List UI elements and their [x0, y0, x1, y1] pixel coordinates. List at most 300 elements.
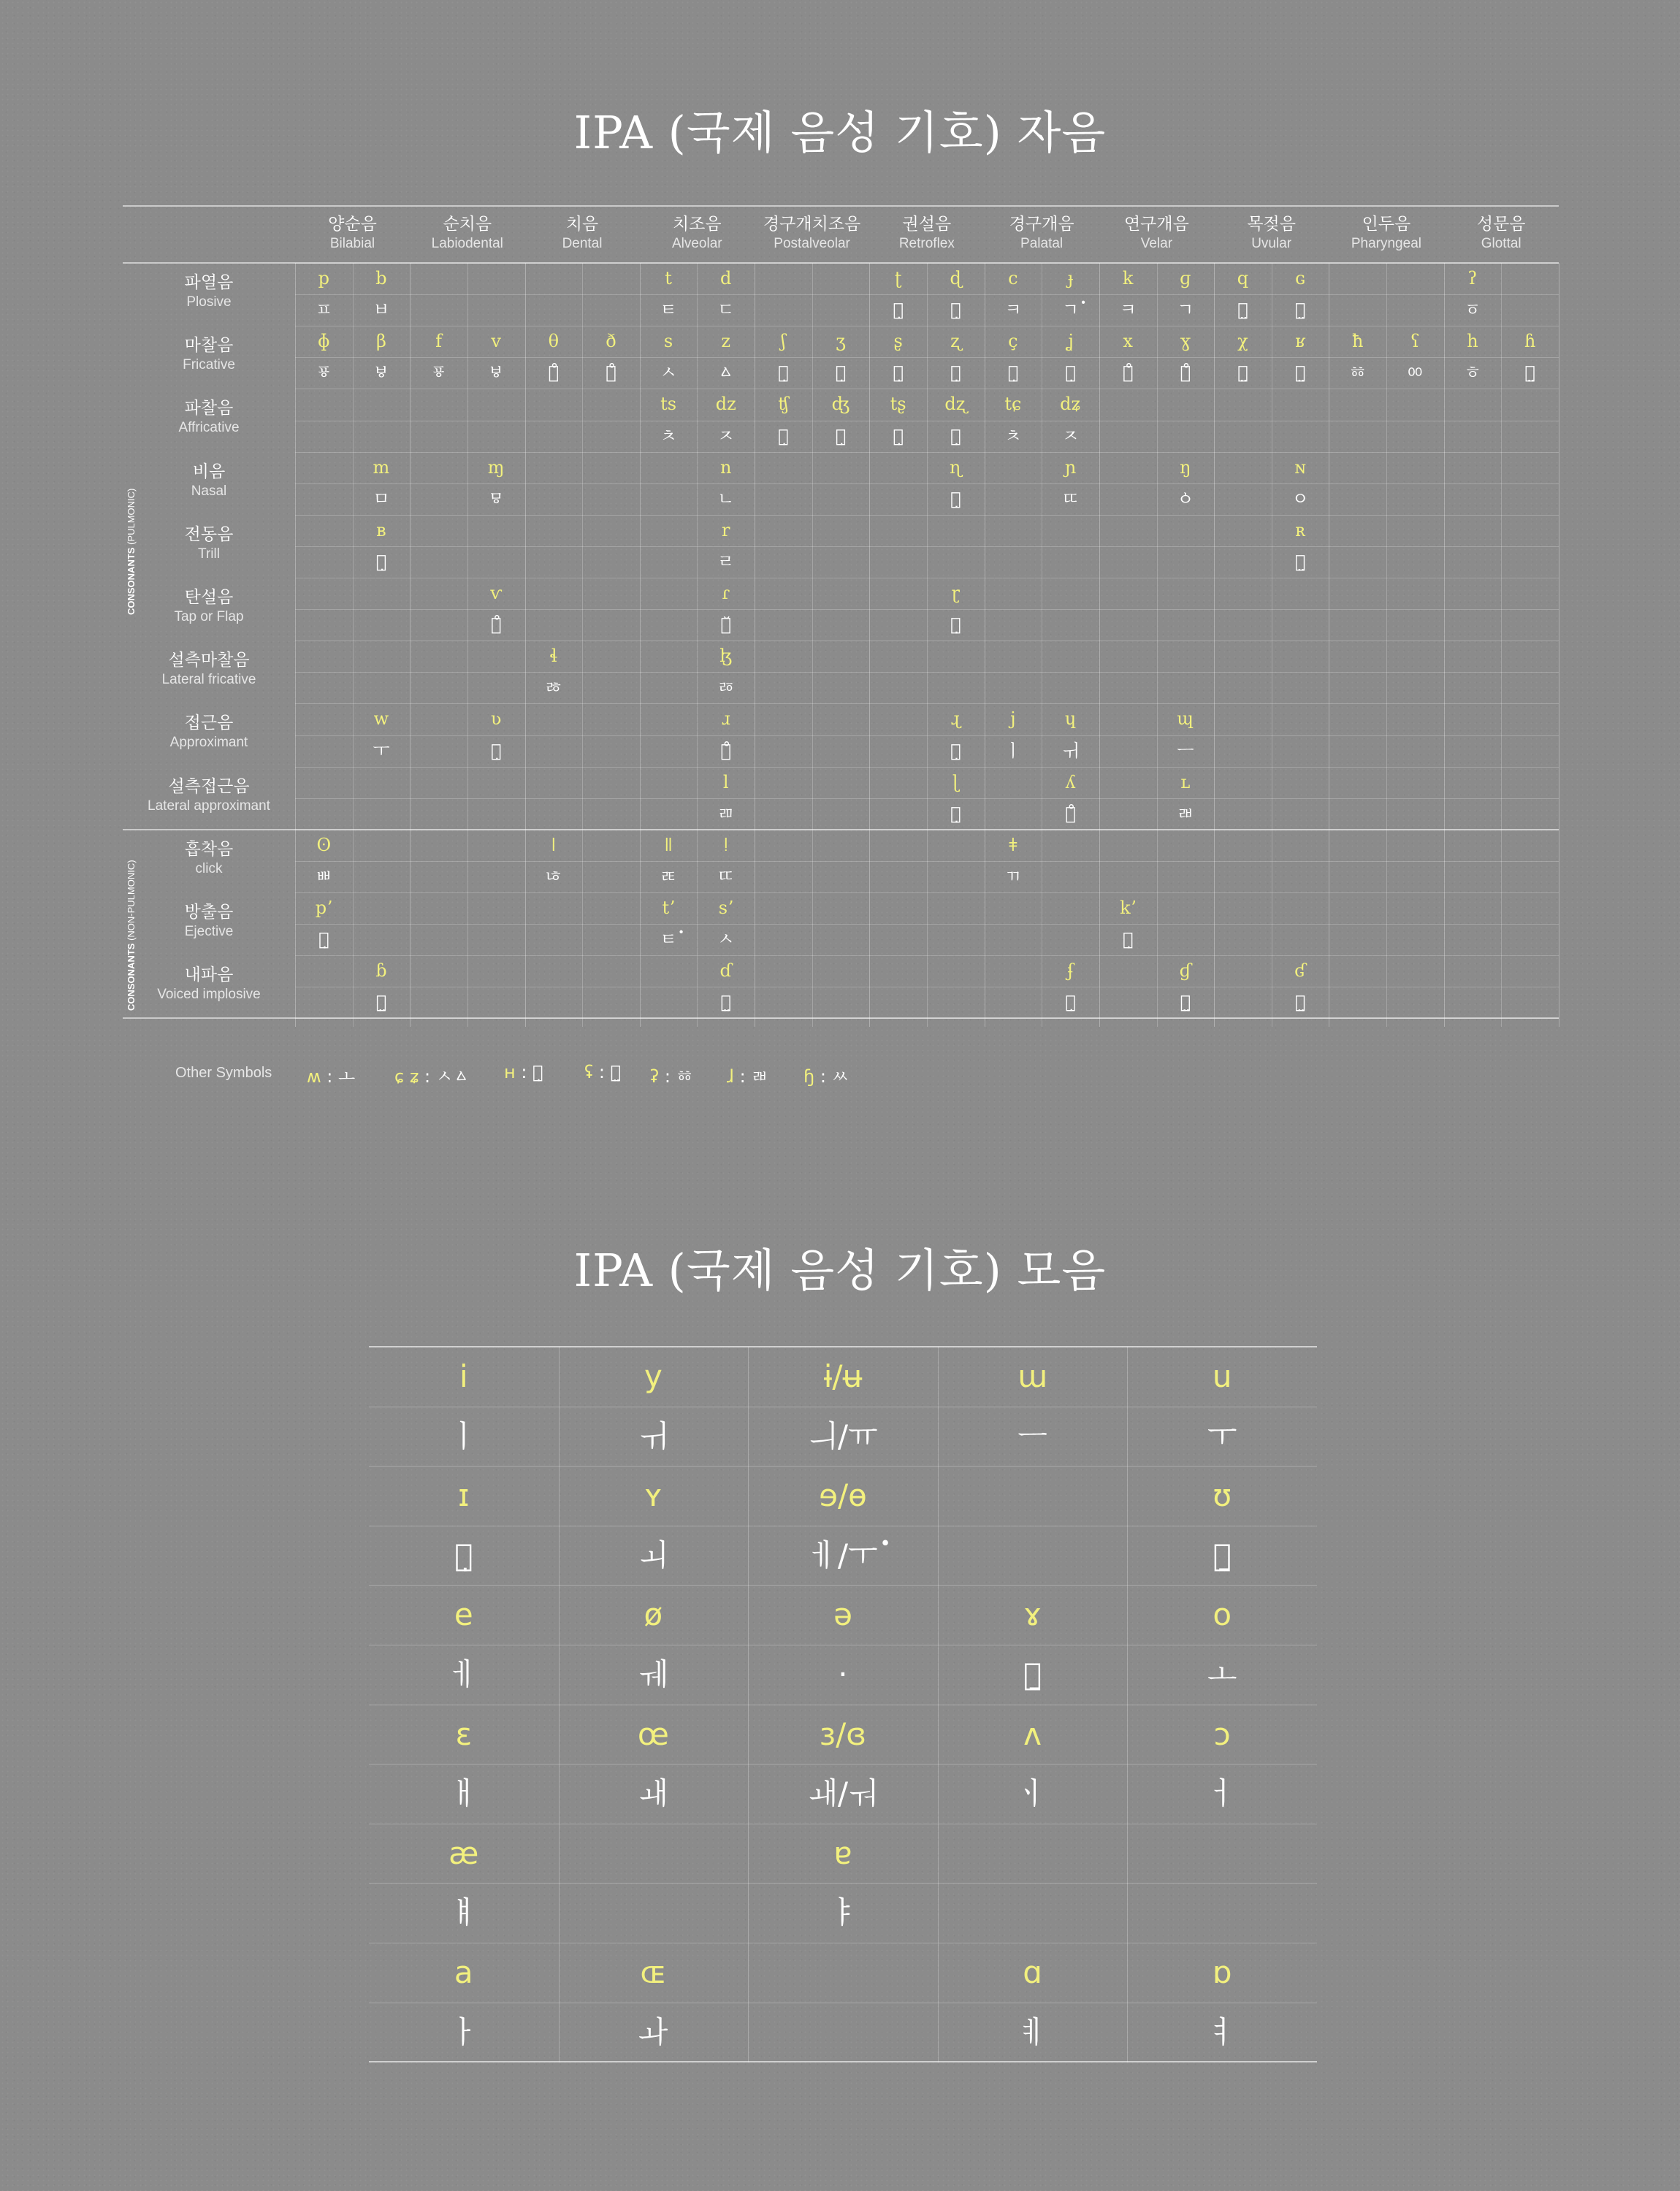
hangul-symbol: ㅇ: [1291, 488, 1309, 509]
column-header-ko: 인두음: [1362, 215, 1411, 234]
hangul-symbol: ㄷ̊: [606, 362, 616, 383]
hangul-symbol: ㅃ̤: [375, 992, 387, 1013]
ipa-symbol: ɳ: [949, 456, 962, 478]
ipa-symbol: h: [1467, 331, 1478, 352]
ipa-symbol: ǀ: [551, 834, 557, 855]
row-header: [123, 955, 295, 1018]
hangul-symbol: ㄴ: [717, 488, 735, 509]
row-header-ko: 설측접근음: [168, 776, 250, 796]
column-header: [295, 213, 410, 253]
row-header-en: Ejective: [184, 924, 234, 939]
ipa-symbol: k: [1122, 268, 1134, 288]
vowel-ipa: ɨ/ʉ: [823, 1358, 863, 1394]
grid-line: [295, 546, 1559, 547]
other-symbol-hangul: ㅎ̤: [610, 1062, 621, 1082]
vowel-ipa: ɜ/ɞ: [819, 1716, 867, 1752]
row-header-ko: 설측마찰음: [168, 651, 250, 670]
hangul-symbol: ㄹ: [717, 551, 735, 572]
column-header: [869, 213, 984, 253]
pulmonic-side-label: [126, 489, 137, 615]
ipa-symbol: c: [1008, 268, 1018, 288]
ipa-symbol: ɮ: [719, 646, 733, 667]
ipa-symbol: ʐ: [950, 331, 961, 352]
hangul-symbol: ㄹ̣: [950, 740, 961, 761]
column-header-en: Retroflex: [898, 236, 955, 251]
other-symbol-sep: :: [593, 1062, 611, 1082]
ipa-symbol: ɱ: [487, 456, 505, 478]
ipa-symbol: r: [721, 519, 730, 540]
column-header-en: Dental: [562, 236, 603, 251]
row-header-en: click: [195, 860, 223, 876]
ipa-symbol: w: [373, 708, 389, 730]
other-symbol-item: [584, 1062, 621, 1082]
vowel-hangul: ㅔ: [448, 1656, 479, 1692]
other-symbol-ipa: ʢ: [584, 1062, 594, 1082]
column-header: [1214, 213, 1329, 253]
vowel-ipa: ʊ: [1213, 1477, 1232, 1514]
ipa-symbol: ç: [1008, 331, 1018, 352]
vowel-hangul: ㅒ: [448, 1894, 479, 1931]
hangul-symbol: ㅅ̣: [778, 362, 789, 383]
other-symbol-ipa: ʍ: [307, 1066, 321, 1087]
column-header: [1444, 213, 1559, 253]
vowel-hangul: ㅣ̣: [454, 1537, 473, 1573]
row-header-en: Lateral fricative: [161, 672, 256, 688]
row-header-en: Nasal: [191, 483, 227, 499]
column-header-en: Labiodental: [431, 236, 503, 251]
chart-rule: [123, 1017, 1559, 1019]
vowel-ipa: ʌ: [1023, 1716, 1042, 1752]
other-symbol-item: [727, 1062, 768, 1087]
vowel-hangul: ㅗ: [1207, 1656, 1237, 1692]
hangul-symbol: ㄱ̇: [1061, 299, 1080, 321]
vowel-hangul: ㅕ: [1207, 2014, 1237, 2050]
ipa-symbol: q: [1237, 268, 1249, 288]
consonant-chart: [123, 206, 1559, 1027]
chart-rule: [123, 205, 1559, 207]
vowel-hangul: ㅚ: [638, 1537, 668, 1573]
hangul-symbol: ㅌ̣: [893, 299, 904, 321]
row-header-en: Affricative: [178, 420, 240, 436]
hangul-symbol: ㄷ: [717, 299, 735, 321]
ipa-symbol: ɲ: [1064, 456, 1077, 478]
other-symbol-sep: :: [733, 1066, 752, 1087]
ipa-symbol: ɥ: [1064, 708, 1077, 730]
hangul-symbol: ㅿ̣: [950, 362, 961, 383]
row-header-ko: 탄설음: [184, 588, 234, 607]
column-header-ko: 성문음: [1476, 215, 1526, 234]
hangul-symbol: ㆀ: [1406, 362, 1424, 383]
row-header: [123, 326, 295, 389]
ipa-symbol: ɡ: [1180, 268, 1191, 288]
grid-line: [295, 515, 1559, 516]
ipa-symbol: ʈ: [894, 268, 902, 288]
hangul-symbol: ㅍ̣: [318, 929, 329, 950]
vowel-hangul: ㆎ: [1017, 1775, 1047, 1812]
ipa-symbol: x: [1123, 331, 1133, 352]
ipa-symbol: ɾ: [722, 583, 730, 603]
ipa-symbol: ɰ: [1177, 708, 1194, 730]
vowel-hangul: ㅟ: [638, 1418, 668, 1454]
other-symbol-sep: :: [659, 1066, 676, 1087]
other-symbol-hangul: ㅗ: [337, 1066, 356, 1087]
other-symbol-item: [394, 1062, 470, 1087]
hangul-symbol: ㄹ̣: [950, 614, 961, 635]
ipa-symbol: ǃ: [723, 834, 729, 855]
ipa-symbol: ʄ: [1067, 960, 1074, 982]
consonant-grid: [295, 263, 1559, 1027]
other-symbol-item: [307, 1062, 355, 1087]
hangul-symbol: ㅅ: [660, 362, 677, 383]
row-header-ko: 비음: [192, 462, 226, 481]
ipa-symbol: p: [318, 268, 329, 288]
row-header-en: Trill: [198, 546, 220, 562]
hangul-symbol: ㅊ̣: [778, 425, 789, 446]
grid-line: [295, 955, 1559, 956]
hangul-symbol: ㄸ: [717, 865, 735, 887]
row-header-en: Plosive: [186, 294, 232, 310]
other-symbol-sep: :: [515, 1062, 533, 1082]
ipa-symbol: t: [665, 268, 672, 288]
vowel-hangul: ㅘ: [638, 2014, 668, 2050]
ipa-symbol: f: [435, 331, 442, 352]
row-header-ko: 전동음: [184, 524, 234, 544]
ipa-symbol: ⱱ: [490, 583, 503, 603]
column-header-en: Uvular: [1251, 236, 1292, 251]
ipa-symbol: ŋ: [1180, 456, 1191, 478]
vowel-ipa: o: [1213, 1597, 1232, 1633]
grid-line: [295, 672, 1559, 673]
ipa-symbol: j: [1010, 708, 1016, 730]
ipa-symbol: ʀ: [1295, 519, 1306, 540]
vowel-ipa: u: [1212, 1358, 1232, 1394]
row-header: [123, 703, 295, 766]
hangul-symbol: ㅿ: [717, 362, 735, 383]
other-symbol-ipa: ʡ: [650, 1066, 660, 1087]
ipa-symbol: ɹ: [721, 708, 730, 730]
hangul-symbol: ㄻ: [717, 803, 735, 824]
hangul-symbol: ㅱ̊: [490, 614, 502, 635]
ipa-symbol: ʟ: [1180, 771, 1191, 792]
ipa-symbol: ɢ: [1295, 268, 1306, 288]
hangul-symbol: ㅸ̣: [375, 551, 387, 572]
hangul-symbol: ㅜ: [373, 740, 390, 761]
other-symbol-ipa: ɕ ʑ: [394, 1066, 419, 1087]
other-symbol-sep: :: [419, 1066, 436, 1087]
vowel-ipa: y: [644, 1358, 663, 1394]
hangul-symbol: ㄴ̣: [950, 488, 961, 509]
column-header-ko: 순치음: [443, 215, 492, 234]
hangul-symbol: ㅎ: [1464, 362, 1481, 383]
side-label-bold: CONSONANTS: [126, 547, 137, 615]
other-symbol-hangul: ㄼ: [751, 1066, 768, 1087]
row-header-ko: 파열음: [184, 273, 234, 292]
row-header-en: Voiced implosive: [157, 987, 261, 1003]
other-symbol-hangul: ㅅㅿ: [435, 1066, 470, 1087]
hangul-symbol: ㅌ̇: [660, 929, 677, 950]
ipa-symbol: m: [373, 456, 390, 478]
vowel-ipa: ɯ: [1017, 1358, 1048, 1394]
other-symbol-ipa: ʜ: [504, 1062, 516, 1082]
side-label-bold: CONSONANTS: [126, 943, 137, 1011]
hangul-symbol: ㅅ̣: [893, 362, 904, 383]
ipa-symbol: ʁ: [1295, 331, 1306, 352]
ipa-symbol: ð: [606, 331, 616, 352]
hangul-symbol: ㅟ: [1061, 740, 1080, 761]
vowel-ipa: ø: [644, 1597, 663, 1633]
ipa-symbol: ħ: [1351, 331, 1364, 352]
hangul-symbol: ㅁ: [373, 488, 390, 509]
column-header-ko: 양순음: [328, 215, 377, 234]
column-header-ko: 치음: [565, 215, 599, 234]
column-header: [1329, 213, 1443, 253]
other-symbol-item: [803, 1062, 849, 1087]
other-symbols: [175, 1060, 906, 1090]
hangul-symbol: ㅈ̣: [835, 425, 847, 446]
vowel-ipa: i: [459, 1358, 468, 1394]
vowel-hangul: ㅐ: [448, 1775, 479, 1812]
other-symbol-item: [650, 1062, 693, 1087]
ipa-symbol: ɸ: [317, 331, 330, 352]
hangul-symbol: ㅊ: [660, 425, 677, 446]
ipa-symbol: ʕ: [1410, 331, 1420, 352]
column-header-en: Glottal: [1481, 236, 1521, 251]
row-header-ko: 흡착음: [184, 839, 234, 859]
ipa-symbol: ʃ: [781, 331, 786, 352]
grid-line: [295, 924, 1559, 925]
hangul-symbol: ㄲ: [1004, 865, 1022, 887]
ipa-symbol: ts: [660, 394, 677, 415]
ipa-symbol: ɭ: [952, 771, 959, 792]
hangul-symbol: ㄲ̤: [1180, 992, 1191, 1013]
column-header-en: Pharyngeal: [1351, 236, 1421, 251]
vowel-hangul: ㅞ: [638, 1656, 668, 1692]
row-header-ko: 마찰음: [184, 336, 234, 356]
hangul-symbol: ㅋ̤: [1237, 299, 1248, 321]
vowel-hangul: ㅜ: [1207, 1418, 1237, 1454]
ipa-symbol: χ: [1237, 331, 1248, 352]
hangul-symbol: ㄻ̣: [950, 803, 961, 824]
column-header-ko: 경구개치조음: [763, 215, 861, 234]
column-header-ko: 경구개음: [1009, 215, 1074, 234]
column-header: [985, 213, 1099, 253]
row-header: [123, 830, 295, 892]
other-symbol-sep: :: [321, 1066, 338, 1087]
ipa-symbol: sʼ: [718, 898, 733, 918]
vowel-ipa: ʏ: [644, 1477, 663, 1514]
other-symbol-ipa: ɺ: [727, 1066, 734, 1087]
column-header-ko: 권설음: [902, 215, 952, 234]
hangul-symbol: ㅅ: [717, 929, 735, 950]
other-symbol-hangul: ㅎ̣: [532, 1062, 543, 1082]
vowel-hangul: ㅓ: [1207, 1775, 1237, 1812]
hangul-symbol: ㅌ̊: [548, 362, 560, 383]
ipa-symbol: v: [491, 331, 501, 352]
ipa-symbol: dʐ: [944, 394, 967, 415]
hangul-symbol: ㄱ̤: [1294, 362, 1306, 383]
column-header: [1099, 213, 1214, 253]
column-header-en: Palatal: [1020, 236, 1064, 251]
hangul-symbol: ㄱ̤: [1294, 299, 1306, 321]
hangul-symbol: ㅡ: [1177, 740, 1194, 761]
vowels-title: IPA (국제 음성 기호) 모음: [573, 1244, 1107, 1297]
ipa-symbol: ɬ: [549, 646, 558, 667]
ipa-symbol: tɕ: [1004, 394, 1022, 415]
row-header: [123, 641, 295, 703]
hangul-symbol: ㅭ: [717, 677, 735, 698]
ipa-symbol: ʔ: [1467, 268, 1478, 288]
grid-line: [295, 861, 1559, 862]
column-header-en: Alveolar: [671, 236, 722, 251]
ipa-symbol: ɗ: [719, 960, 732, 982]
column-header-en: Postalveolar: [774, 236, 850, 251]
hangul-symbol: ㄹ̆: [720, 614, 731, 635]
nonpulmonic-side-label: [126, 860, 137, 1011]
vowel-ipa: ɘ/ɵ: [819, 1477, 867, 1514]
vowel-ipa: ɤ: [1023, 1597, 1042, 1633]
vowel-hangul: ㅜ̱: [1213, 1537, 1232, 1573]
ipa-symbol: d: [720, 268, 732, 288]
ipa-symbol: ɽ: [951, 583, 961, 603]
hangul-symbol: ㆆ: [1464, 299, 1481, 321]
hangul-symbol: ㄸ̤: [720, 992, 731, 1013]
vowel-ipa: ɒ: [1212, 1954, 1232, 1990]
ipa-symbol: ǂ: [1009, 834, 1017, 855]
ipa-symbol: dz: [715, 394, 736, 415]
ipa-symbol: tʂ: [890, 394, 906, 415]
hangul-symbol: ㅊ̣: [1007, 362, 1019, 383]
vowel-ipa: e: [454, 1597, 473, 1633]
hangul-symbol: ㆅ: [1349, 362, 1367, 383]
ipa-symbol: z: [721, 331, 731, 352]
column-header: [525, 213, 640, 253]
row-header: [123, 578, 295, 641]
ipa-symbol: ʤ: [831, 394, 850, 415]
vowel-hangul: ㅡ: [1017, 1418, 1047, 1454]
ipa-symbol: ǁ: [664, 834, 673, 855]
ipa-symbol: dʑ: [1060, 394, 1081, 415]
row-header-en: Fricative: [183, 357, 235, 373]
hangul-symbol: ㅀ: [545, 677, 562, 698]
ipa-symbol: ʘ: [316, 834, 332, 855]
vowel-hangul: ㅢ/ㅠ: [808, 1418, 878, 1454]
ipa-symbol: tʼ: [662, 898, 675, 918]
ipa-symbol: ʎ: [1065, 771, 1076, 792]
hangul-symbol: ㄲ̤: [1294, 992, 1306, 1013]
vowel-hangul: ㅏ: [448, 2014, 479, 2050]
vowel-ipa: ɶ: [640, 1954, 667, 1990]
row-header-ko: 파찰음: [184, 399, 234, 418]
column-header: [755, 213, 869, 253]
row-header-ko: 방출음: [184, 903, 234, 922]
column-header: [410, 213, 524, 253]
row-header: [123, 515, 295, 578]
vowel-hangul: ㅙ/ㅝ: [808, 1775, 878, 1812]
hangul-symbol: ㅸ: [487, 362, 505, 383]
hangul-symbol: ㅋ: [1004, 299, 1022, 321]
consonants-title: IPA (국제 음성 기호) 자음: [573, 106, 1107, 159]
hangul-symbol: ㄱ: [1177, 299, 1194, 321]
hangul-symbol: ㅣ: [1004, 740, 1022, 761]
hangul-symbol: ㅈ̣: [1065, 362, 1076, 383]
hangul-symbol: ㅱ̣: [490, 740, 502, 761]
column-header-en: Bilabial: [329, 236, 375, 251]
hangul-symbol: ㅎ̤: [1524, 362, 1535, 383]
other-symbol-hangul: ㅆ: [831, 1066, 849, 1087]
hangul-symbol: ㅈ̣: [1065, 992, 1076, 1013]
hangul-symbol: ㆄ: [429, 362, 448, 383]
ipa-symbol: ɻ: [950, 708, 961, 730]
column-header-ko: 연구개음: [1123, 215, 1189, 234]
vowel-ipa: ɪ: [457, 1477, 470, 1514]
hangul-symbol: ㆁ: [1177, 488, 1194, 509]
hangul-symbol: ㅋ: [1119, 299, 1137, 321]
ipa-symbol: ɖ: [950, 268, 962, 288]
vowel-ipa: ə: [833, 1597, 852, 1633]
row-header: [123, 767, 295, 830]
hangul-symbol: ㅈ: [1061, 425, 1080, 446]
other-symbols-label: Other Symbols: [175, 1065, 272, 1081]
ipa-symbol: ʒ: [836, 331, 846, 352]
ipa-symbol: l: [722, 771, 729, 792]
ipa-symbol: ɓ: [375, 960, 387, 982]
row-header: [123, 892, 295, 955]
vowel-hangul: ·: [838, 1656, 848, 1692]
ipa-symbol: β: [375, 331, 386, 352]
hangul-symbol: ㆄ: [315, 362, 332, 383]
vowel-ipa: ɔ: [1213, 1716, 1231, 1752]
hangul-symbol: ㅱ: [487, 488, 505, 509]
vowel-ipa: ɐ: [833, 1835, 852, 1871]
ipa-symbol: s: [663, 331, 673, 352]
ipa-symbol: ɴ: [1294, 456, 1306, 478]
hangul-symbol: ㄷ̣: [950, 299, 961, 321]
hangul-symbol: ㅃ: [315, 865, 332, 887]
other-symbol-sep: :: [814, 1066, 832, 1087]
ipa-symbol: ʛ: [1294, 960, 1306, 982]
hangul-symbol: ㅍ: [315, 299, 332, 321]
ipa-symbol: θ: [548, 331, 560, 352]
hangul-symbol: ㄶ: [545, 865, 562, 887]
chart-rule: [123, 829, 1559, 830]
column-header: [640, 213, 755, 253]
ipa-symbol: pʼ: [315, 898, 332, 918]
ipa-symbol: ɦ: [1524, 331, 1536, 352]
hangul-symbol: ㄱ̊: [1180, 362, 1191, 383]
hangul-symbol: ㅸ: [373, 362, 390, 383]
hangul-symbol: ㄹ̊: [720, 740, 731, 761]
row-header-en: Tap or Flap: [174, 609, 244, 624]
hangul-symbol: ㄾ: [660, 865, 677, 887]
hangul-symbol: ㅂ: [373, 299, 390, 321]
vowel-ipa: ɑ: [1023, 1954, 1042, 1990]
hangul-symbol: ㅿ̣: [835, 362, 847, 383]
ipa-symbol: ʙ: [376, 519, 386, 540]
hangul-symbol: ㅈ: [717, 425, 735, 446]
ipa-symbol: ʧ: [778, 394, 789, 415]
side-label-rest: (NON-PULMONIC): [126, 860, 137, 941]
column-header-ko: 목젖음: [1247, 215, 1296, 234]
hangul-symbol: ㅋ̣: [1122, 929, 1134, 950]
ipa-symbol: ʋ: [490, 708, 502, 730]
hangul-symbol: ㄸ: [1061, 488, 1080, 509]
hangul-symbol: ㄻ̊: [1065, 803, 1076, 824]
grid-line: [295, 892, 1559, 893]
ipa-symbol: kʼ: [1120, 898, 1137, 918]
row-header-en: Approximant: [169, 735, 248, 751]
ipa-symbol: b: [375, 268, 387, 288]
hangul-symbol: ㅈ̣: [950, 425, 961, 446]
